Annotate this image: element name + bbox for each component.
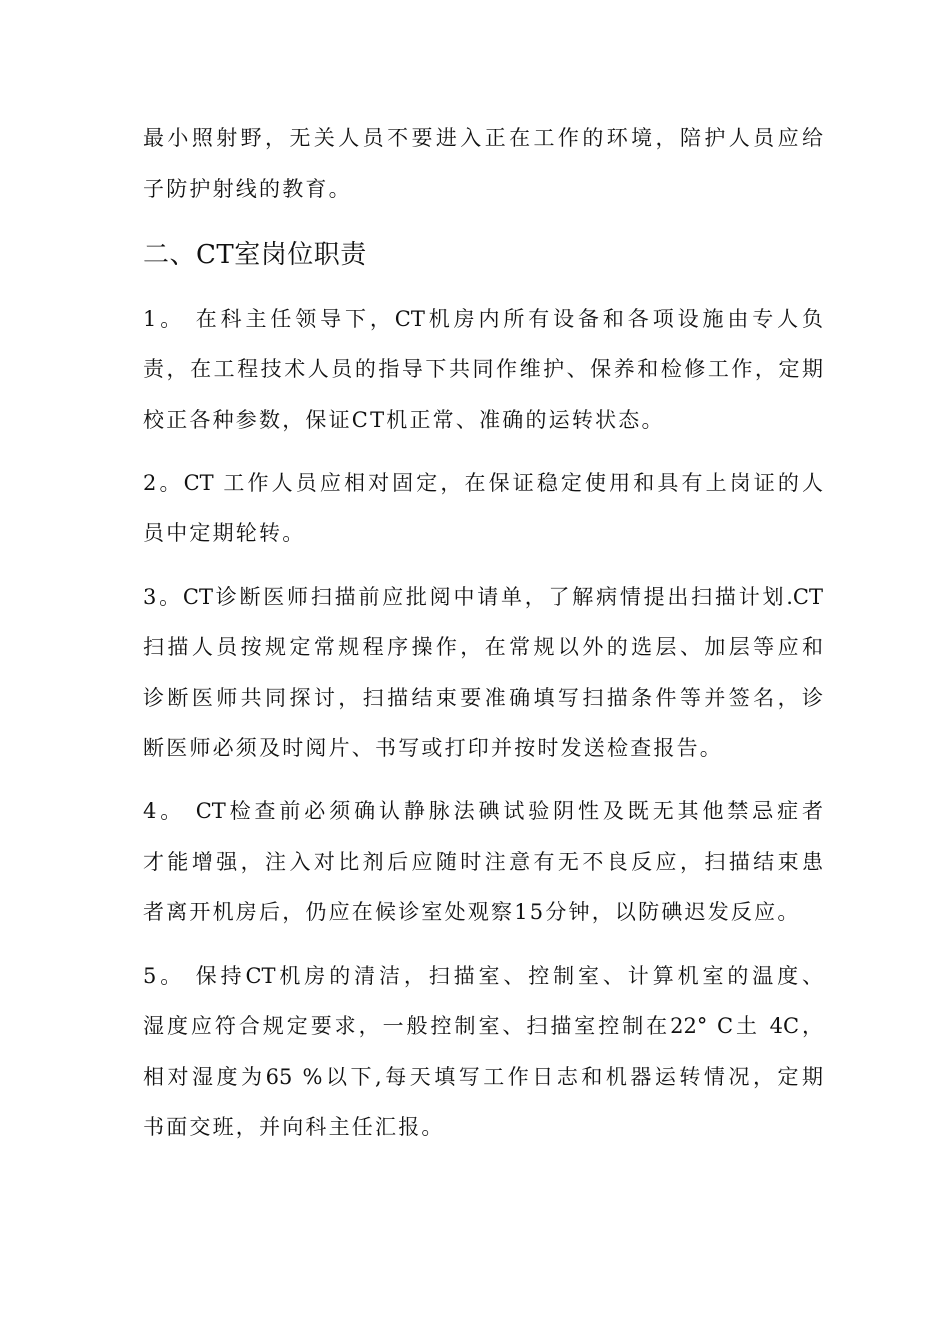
paragraph-3-line-1: 3。CT诊断医师扫描前应批阅中请单，了解病情提出扫描计划.CT (143, 585, 823, 609)
paragraph-5-line-4: 书面交班，并向科主任汇报。 (143, 1115, 445, 1139)
paragraph-4-line-2: 才能增强，注入对比剂后应随时注意有无不良反应，扫描结束患 (143, 850, 823, 874)
paragraph-1-line-2: 责，在工程技术人员的指导下共同作维护、保养和检修工作，定期 (143, 357, 823, 381)
paragraph-2-line-2: 员中定期轮转。 (143, 521, 306, 545)
paragraph-5-line-3: 相对湿度为65 %以下,每天填写工作日志和机器运转情况，定期 (143, 1065, 823, 1089)
paragraph-2-line-1: 2。CT 工作人员应相对固定，在保证稳定使用和具有上岗证的人 (143, 471, 823, 495)
paragraph-3-line-3: 诊断医师共同探讨，扫描结束要准确填写扫描条件等并签名，诊 (143, 686, 823, 710)
paragraph-5-line-1: 5。 保持CT机房的清洁，扫描室、控制室、计算机室的温度、 (143, 964, 823, 988)
paragraph-4-line-3: 者离开机房后，仍应在候诊室处观察15分钟，以防碘迟发反应。 (143, 900, 801, 924)
paragraph-3-line-4: 断医师必须及时阅片、书写或打印并按时发送检查报告。 (143, 736, 723, 760)
paragraph-3-line-2: 扫描人员按规定常规程序操作，在常规以外的选层、加层等应和 (143, 635, 823, 659)
paragraph-1-line-3: 校正各种参数，保证CT机正常、准确的运转状态。 (143, 408, 665, 432)
paragraph-5-line-2: 湿度应符合规定要求，一般控制室、扫描室控制在22° C土 4C， (143, 1014, 823, 1038)
paragraph-1-line-1: 1。 在科主任领导下，CT机房内所有设备和各项设施由专人负 (143, 307, 823, 331)
paragraph-4-line-1: 4。 CT检查前必须确认静脉法碘试验阴性及既无其他禁忌症者 (143, 799, 823, 823)
section-heading: 二、CT室岗位职责 (143, 240, 367, 270)
intro-line-2: 子防护射线的教育。 (143, 177, 352, 201)
intro-line-1: 最小照射野，无关人员不要进入正在工作的环境，陪护人员应给 (143, 126, 823, 150)
